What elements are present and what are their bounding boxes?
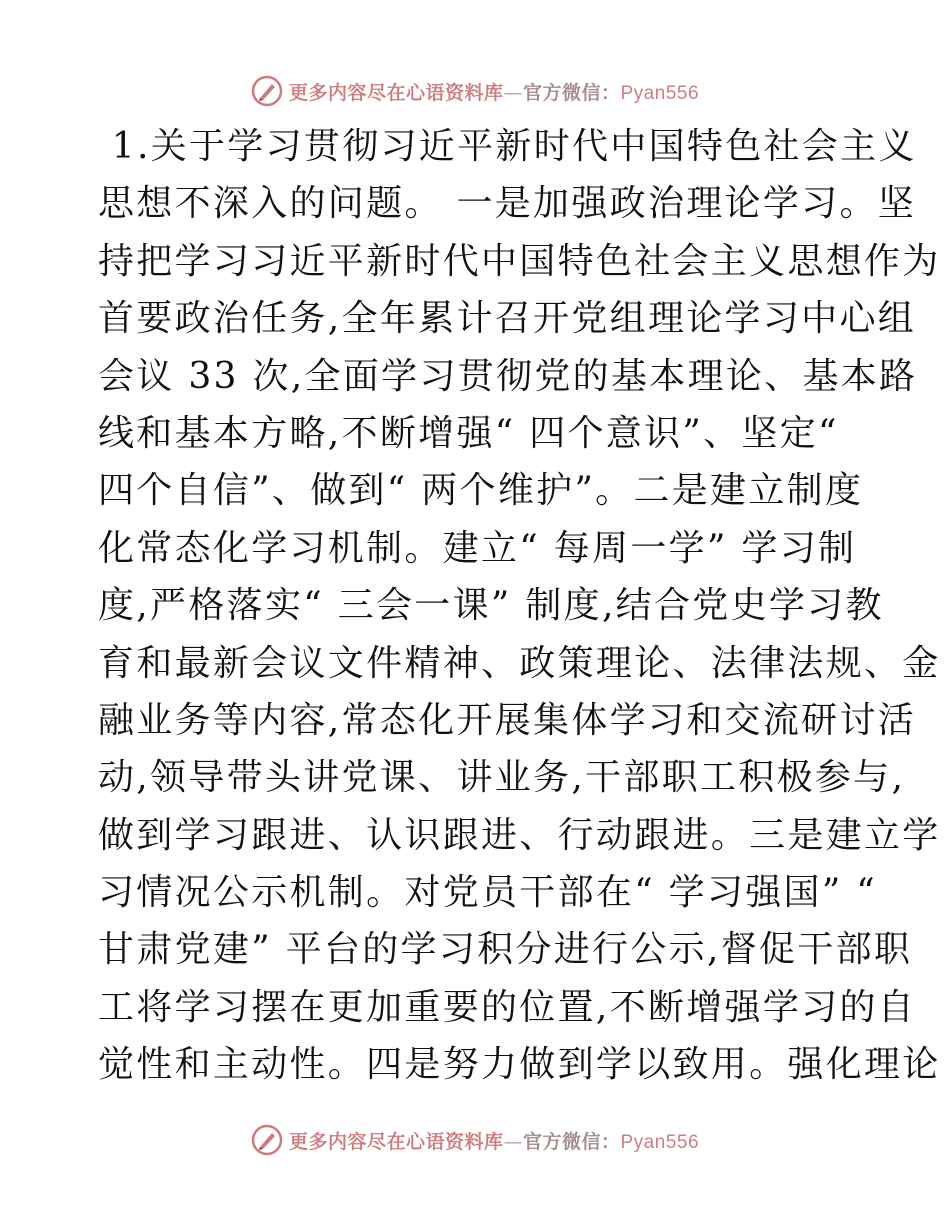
watermark-text: 更多内容尽在心语资料库—官方微信：Pyan556 [288, 1130, 700, 1153]
text-line: 会议 33 次,全面学习贯彻党的基本理论、基本路 [98, 355, 918, 397]
text-line: 首要政治任务,全年累计召开党组理论学习中心组 [98, 298, 917, 340]
text-line: 化常态化学习机制。建立“ 每周一学” 学习制 [98, 527, 857, 569]
text-line: 动,领导带头讲党课、讲业务,干部职工积极参与, [98, 757, 906, 799]
watermark-text: 更多内容尽在心语资料库—官方微信：Pyan556 [288, 81, 700, 104]
text-line: 育和最新会议文件精神、政策理论、法律法规、金 [98, 642, 941, 684]
text-line: 甘肃党建” 平台的学习积分进行公示,督促干部职 [98, 929, 913, 971]
text-line: 线和基本方略,不断增强“ 四个意识”、坚定“ [98, 412, 839, 454]
text-line: 做到学习跟进、认识跟进、行动跟进。三是建立学 [98, 814, 941, 856]
footer-watermark-banner [0, 1120, 950, 1160]
text-line: 融业务等内容,常态化开展集体学习和交流研讨活 [98, 699, 917, 741]
text-line: 工将学习摆在更加重要的位置,不断增强学习的自 [98, 986, 917, 1028]
text-line: 四个自信”、做到“ 两个维护”。二是建立制度 [98, 470, 864, 512]
pen-logo-icon [251, 1124, 283, 1156]
text-line: 1.关于学习贯彻习近平新时代中国特色社会主义 [98, 126, 917, 167]
text-line: 觉性和主动性。四是努力做到学以致用。强化理论 [98, 1044, 941, 1086]
header-watermark-banner [0, 71, 950, 111]
document-body [98, 118, 941, 1094]
text-line: 习情况公示机制。对党员干部在“ 学习强国” “ [98, 872, 877, 914]
text-line: 思想不深入的问题。 一是加强政治理论学习。坚 [98, 183, 917, 225]
text-line: 度,严格落实“ 三会一课” 制度,结合党史学习教 [98, 585, 884, 627]
text-line: 持把学习习近平新时代中国特色社会主义思想作为 [98, 240, 941, 282]
pen-logo-icon [251, 75, 283, 107]
